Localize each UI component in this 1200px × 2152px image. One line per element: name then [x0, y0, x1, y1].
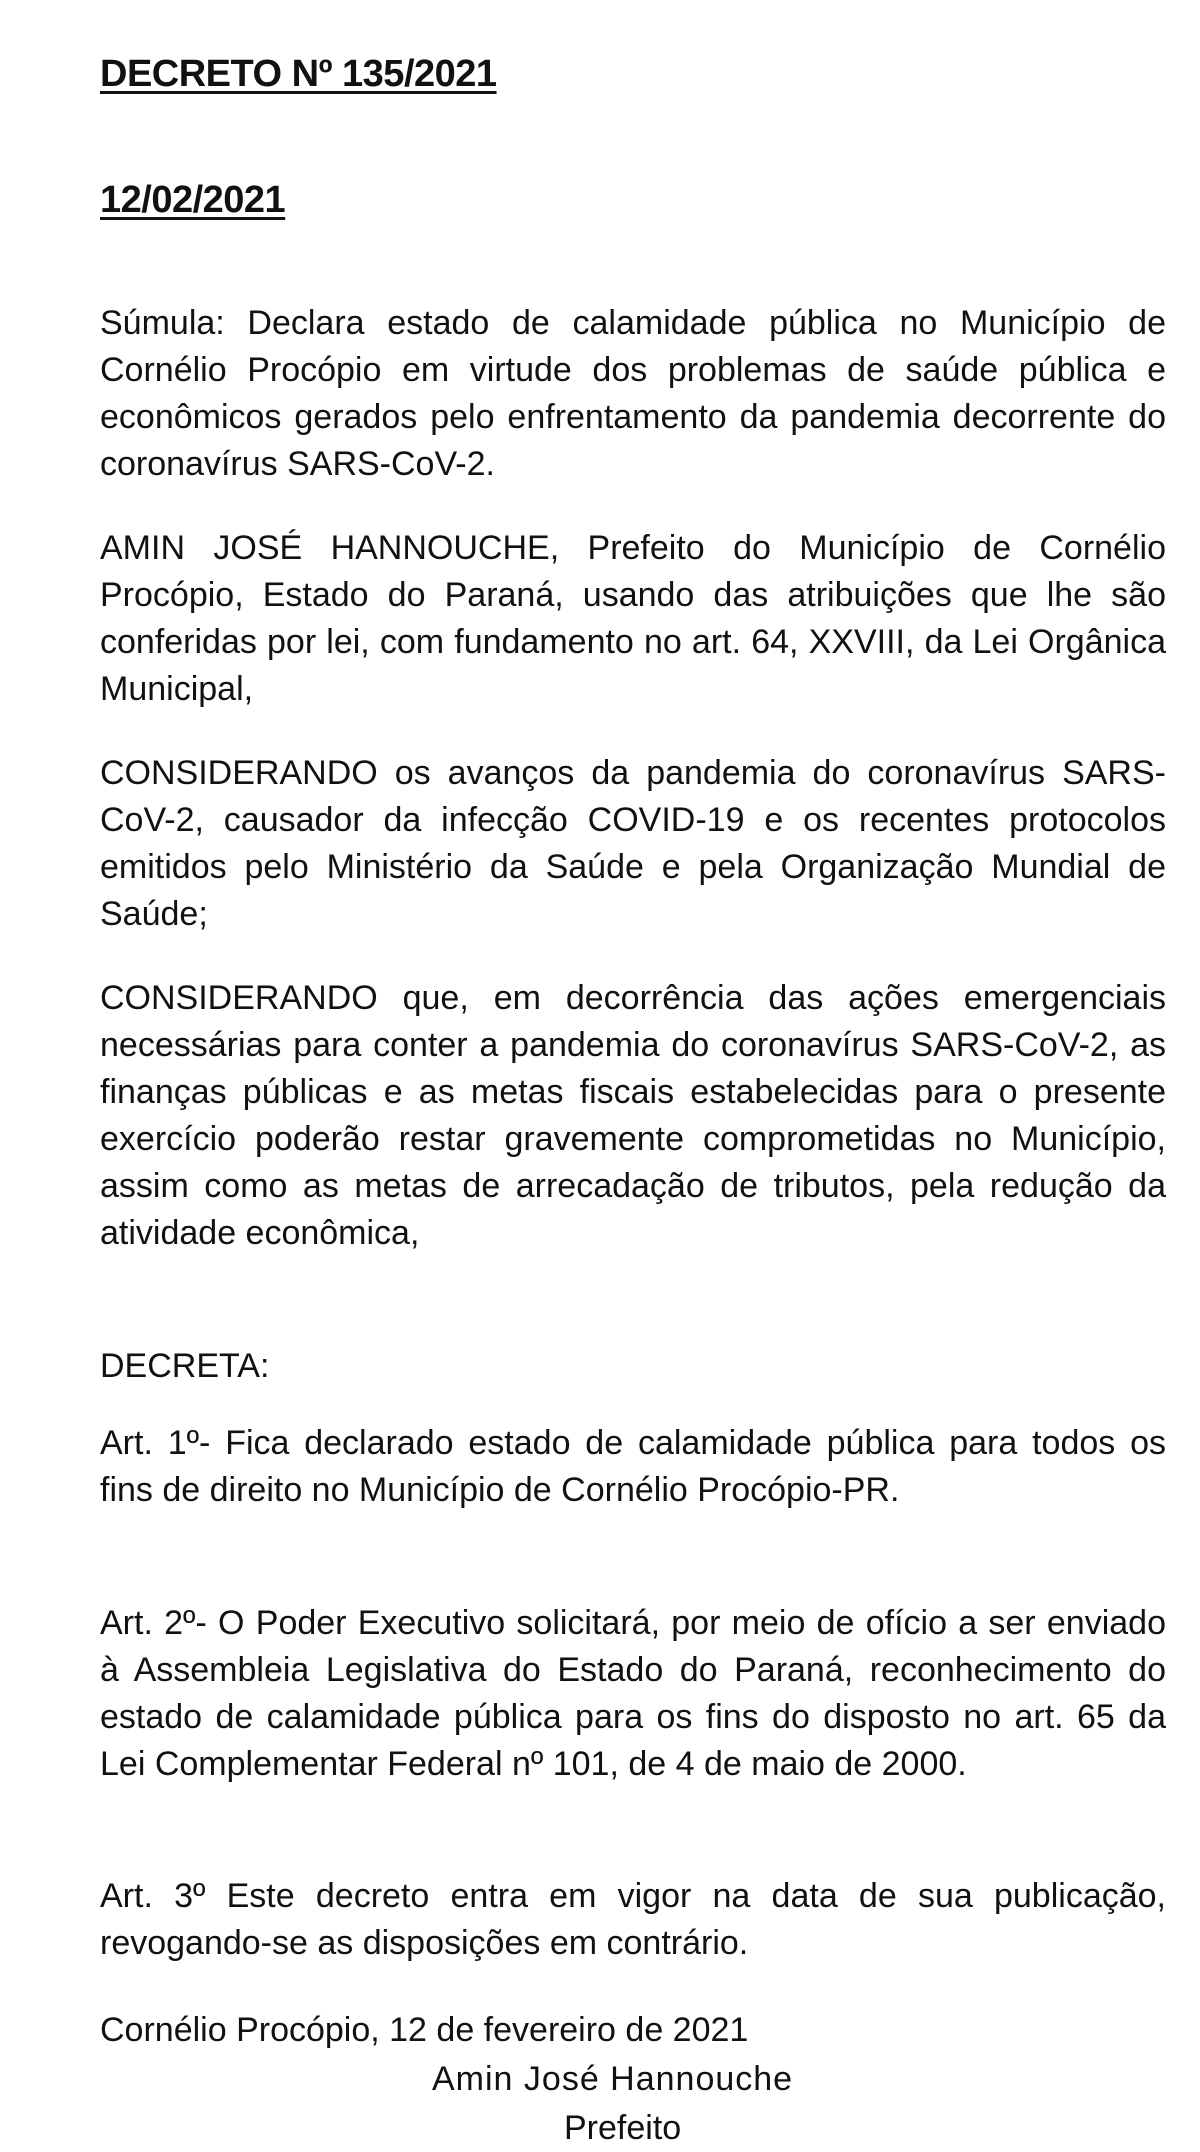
decree-date: 12/02/2021 — [100, 179, 286, 221]
decree-title: DECRETO Nº 135/2021 — [100, 53, 497, 95]
considerando-paragraph-2: CONSIDERANDO que, em decorrência das ações emergenciais necessárias para conter a pandemia do coronavírus SARS-CoV-2, as finanças públicas e as metas fiscais estabelecidas para o presente exercício poderão restar gravemente comprometidas no Município, assim como as metas de arrecadação de tributos, pela redução da atividade econômica, — [100, 979, 1166, 1252]
signature-name: Amin José Hannouche — [432, 2060, 794, 2098]
article-2: Art. 2º- O Poder Executivo solicitará, por meio de ofício a ser enviado à Assembleia Legislativa do Estado do Paraná, reconhecimento do estado de calamidade pública para os fins do disposto no art. 65 da Lei Complementar Federal nº 101, de 4 de maio de 2000. — [100, 1604, 1166, 1783]
decreta-label: DECRETA: — [100, 1347, 270, 1385]
sumula-paragraph: Súmula: Declara estado de calamidade pública no Município de Cornélio Procópio em virtude dos problemas de saúde pública e econômicos gerados pelo enfrentamento da pandemia decorrente do coronavírus SARS-CoV-2. — [100, 304, 1166, 483]
preamble-paragraph: AMIN JOSÉ HANNOUCHE, Prefeito do Município de Cornélio Procópio, Estado do Paraná, usando das atribuições que lhe são conferidas por lei, com fundamento no art. 64, XXVIII, da Lei Orgânica Municipal, — [100, 529, 1166, 708]
article-1: Art. 1º- Fica declarado estado de calamidade pública para todos os fins de direito no Município de Cornélio Procópio-PR. — [100, 1424, 1166, 1509]
signature-place-date: Cornélio Procópio, 12 de fevereiro de 2021 — [100, 2011, 749, 2049]
considerando-paragraph-1: CONSIDERANDO os avanços da pandemia do coronavírus SARS-CoV-2, causador da infecção COVID-19 e os recentes protocolos emitidos pelo Ministério da Saúde e pela Organização Mundial de Saúde; — [100, 754, 1166, 933]
signature-role: Prefeito — [564, 2109, 682, 2147]
decree-document — [100, 0, 1166, 2147]
article-3: Art. 3º Este decreto entra em vigor na data de sua publicação, revogando-se as disposições em contrário. — [100, 1877, 1166, 1962]
